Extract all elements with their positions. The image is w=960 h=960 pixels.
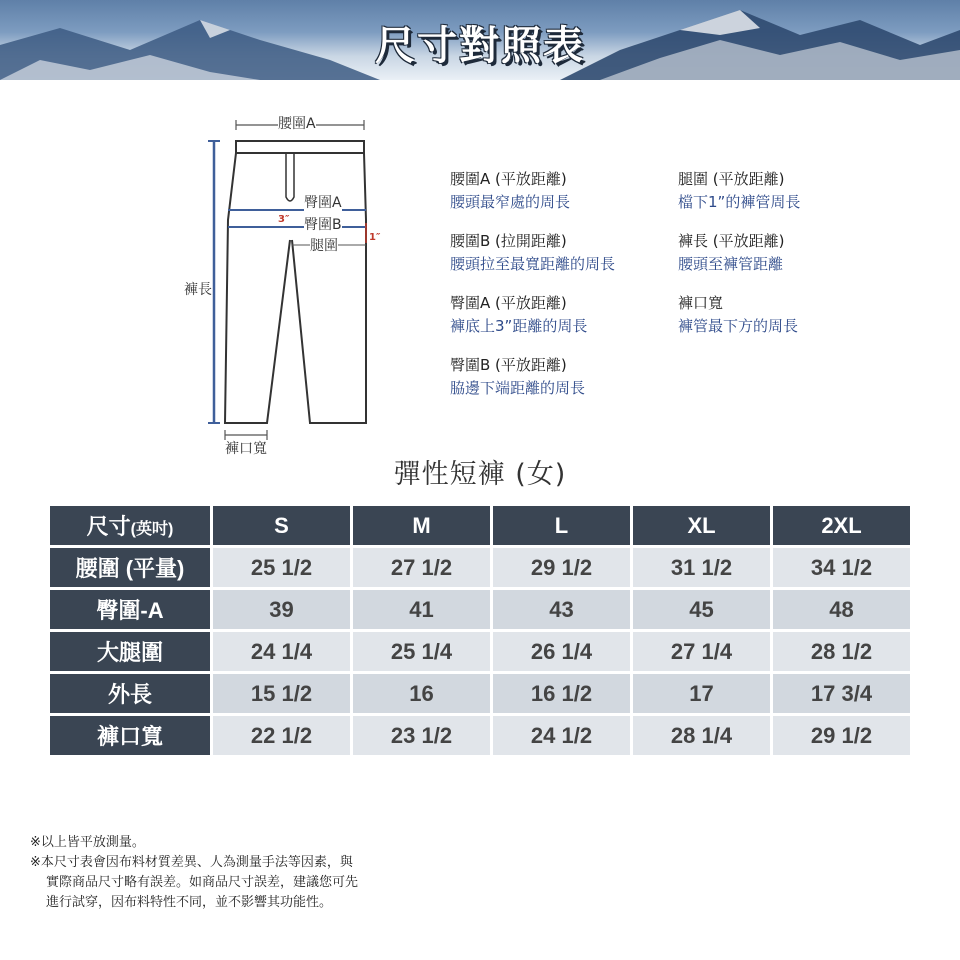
note-line: ※本尺寸表會因布料材質差異、人為測量手法等因素，與 [30,855,353,870]
table-cell: 17 3/4 [773,674,910,713]
definition-desc: 腰頭至褲管距離 [678,255,784,273]
row-label: 腰圍 (平量) [50,548,210,587]
definition-term: 褲口寬 [678,294,724,312]
definition-term: 臀圍A (平放距離) [450,294,567,312]
table-header-row [50,506,910,545]
corner-label: 尺寸 [86,514,131,539]
table-cell: 26 1/4 [493,632,630,671]
definition-length [678,230,784,276]
size-header: XL [633,506,770,545]
definition-waist-a [450,168,570,214]
table-cell: 39 [213,590,350,629]
size-header: L [493,506,630,545]
definition-desc: 脇邊下端距離的周長 [450,379,586,397]
definition-term: 腿圍 (平放距離) [678,170,785,188]
corner-header [50,506,210,545]
label-thigh: 腿圍 [310,238,338,254]
size-header: M [353,506,490,545]
table-cell: 24 1/2 [493,716,630,755]
footnotes [30,833,358,913]
definition-desc: 腰頭最窄處的周長 [450,193,571,211]
mark-1-inch: 1″ [369,232,381,243]
table-cell: 43 [493,590,630,629]
label-length: 褲長 [184,282,212,298]
note-line: 實際商品尺寸略有誤差。如商品尺寸誤差，建議您可先 [46,875,359,890]
row-label: 臀圍-A [50,590,210,629]
table-row [50,674,910,713]
page-title: 尺寸對照表 [375,23,585,69]
header-banner [0,0,960,80]
table-cell: 29 1/2 [493,548,630,587]
definition-desc: 腰頭拉至最寬距離的周長 [450,255,616,273]
mark-3-inch: 3″ [278,214,290,225]
table-cell: 25 1/2 [213,548,350,587]
table-row [50,632,910,671]
table-cell: 22 1/2 [213,716,350,755]
table-cell: 41 [353,590,490,629]
definition-term: 臀圍B (平放距離) [450,356,567,374]
definition-term: 腰圍A (平放距離) [450,170,567,188]
table-cell: 24 1/4 [213,632,350,671]
row-label: 大腿圍 [50,632,210,671]
row-label: 外長 [50,674,210,713]
definition-term: 腰圍B (拉開距離) [450,232,567,250]
table-cell: 25 1/4 [353,632,490,671]
size-chart-table [47,503,913,758]
table-cell: 27 1/4 [633,632,770,671]
label-hip-a: 臀圍A [304,195,342,211]
note-line: ※以上皆平放測量。 [30,835,145,850]
label-hip-b: 臀圍B [304,217,342,233]
size-header: S [213,506,350,545]
definition-hip-b [450,354,585,400]
table-cell: 16 [353,674,490,713]
definition-hem [678,292,798,338]
table-cell: 29 1/2 [773,716,910,755]
corner-unit: (英吋) [130,521,174,538]
definition-desc: 褲管最下方的周長 [678,317,799,335]
table-cell: 28 1/4 [633,716,770,755]
definition-hip-a [450,292,587,338]
table-row [50,716,910,755]
table-title: 彈性短褲 (女) [393,459,567,490]
table-cell: 31 1/2 [633,548,770,587]
definition-desc: 褲底上3”距離的周長 [450,317,588,335]
table-row [50,548,910,587]
table-cell: 28 1/2 [773,632,910,671]
table-cell: 34 1/2 [773,548,910,587]
label-waist-a: 腰圍A [278,116,316,132]
size-header: 2XL [773,506,910,545]
table-cell: 17 [633,674,770,713]
table-row [50,590,910,629]
pants-measurement-diagram [170,105,430,465]
row-label: 褲口寬 [50,716,210,755]
definition-term: 褲長 (平放距離) [678,232,785,250]
table-cell: 27 1/2 [353,548,490,587]
definition-thigh [678,168,800,214]
table-cell: 15 1/2 [213,674,350,713]
table-cell: 23 1/2 [353,716,490,755]
table-cell: 48 [773,590,910,629]
label-hem: 褲口寬 [225,441,267,457]
note-line: 進行試穿，因布料特性不同，並不影響其功能性。 [46,895,333,910]
definition-desc: 檔下1”的褲管周長 [678,193,801,211]
definition-waist-b [450,230,615,276]
table-cell: 45 [633,590,770,629]
table-cell: 16 1/2 [493,674,630,713]
